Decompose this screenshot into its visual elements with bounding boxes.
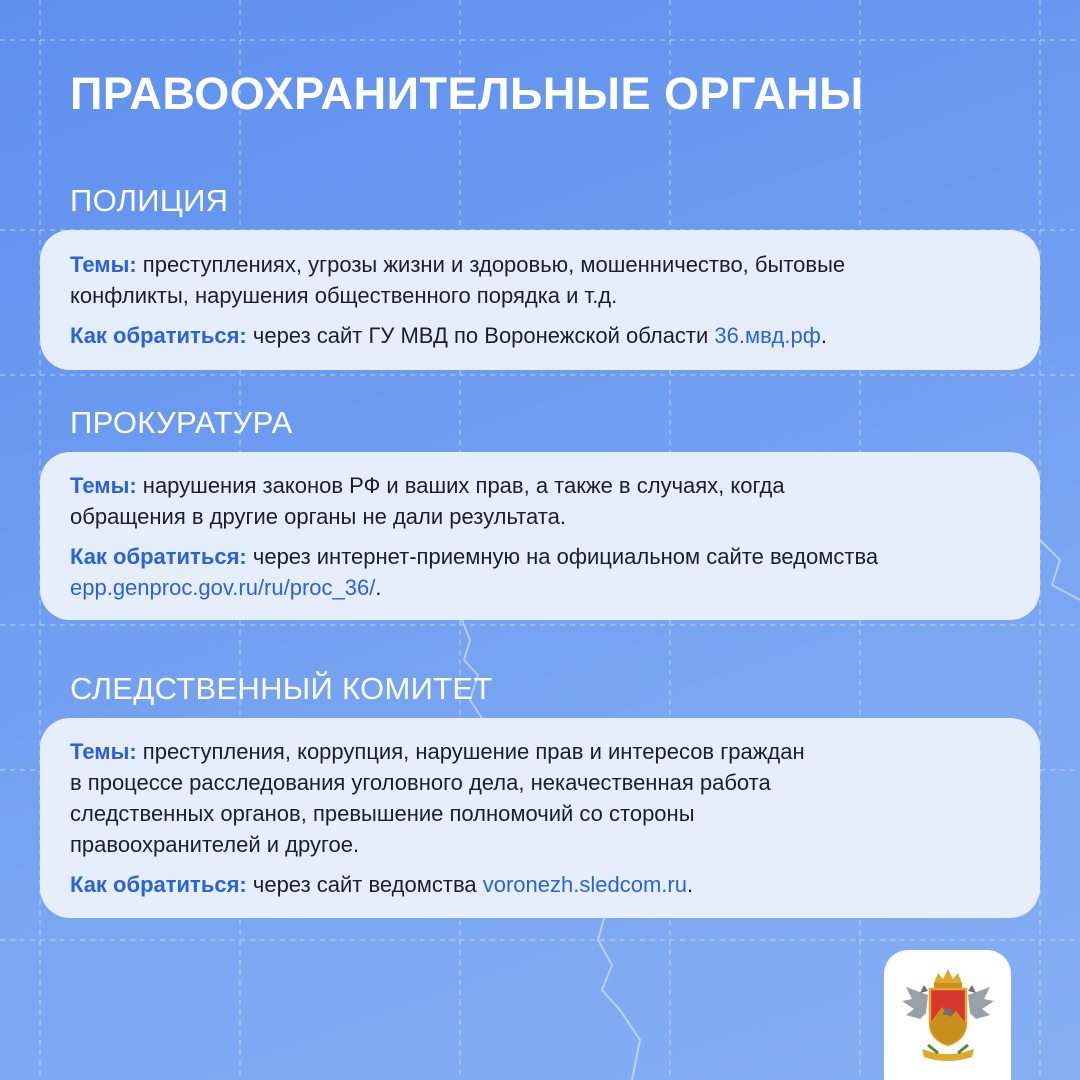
topics-label: Темы: [70,252,137,277]
topics-text: нарушения законов РФ и ваших прав, а также в случаях, когда [136,472,785,498]
contact-label: Как обратиться: [70,872,247,897]
contact-end: . [375,574,382,600]
contact-row [70,320,1010,351]
info-card-prosecutor [40,452,1040,620]
voronezh-coat-of-arms-icon [898,965,998,1065]
contact-end: . [820,323,827,348]
contact-text: через сайт ГУ МВД по Воронежской области [246,323,715,348]
contact-row [70,541,1010,603]
section-heading-prosecutor: ПРОКУРАТУРА [70,405,293,440]
topics-text: конфликты, нарушения общественного порядка и т.д. [70,283,618,308]
website-link-prosecutor[interactable]: epp.genproc.gov.ru/ru/proc_36/ [70,574,376,600]
section-heading-investigative-committee: СЛЕДСТВЕННЫЙ КОМИТЕТ [70,671,493,706]
topics-label: Темы: [70,739,137,764]
contact-end: . [686,872,694,897]
topics-row [70,736,1010,860]
topics-text: преступления, коррупция, нарушение прав и интересов граждан [136,739,805,764]
topics-text: следственных органов, превышение полномочий со стороны [70,801,695,826]
topics-label: Темы: [70,472,137,498]
emblem-badge [884,950,1011,1080]
contact-label: Как обратиться: [70,323,247,348]
website-link-police[interactable]: 36.мвд.рф [714,323,821,348]
contact-text: через сайт ведомства [246,872,483,897]
section-heading-police: ПОЛИЦИЯ [70,183,229,218]
topics-text: в процессе расследования уголовного дела, некачественная работа [70,770,771,795]
website-link-investigative-committee[interactable]: voronezh.sledcom.ru [482,872,687,897]
topics-text: преступлениях, угрозы жизни и здоровью, мошенничество, бытовые [136,252,846,277]
info-card-investigative-committee [40,718,1040,918]
info-card-police [40,230,1040,370]
topics-text: правоохранителей и другое. [70,832,360,857]
topics-row [70,249,1010,311]
contact-label: Как обратиться: [70,543,247,569]
topics-text: обращения в другие органы не дали результата. [70,503,566,529]
topics-row [70,470,1010,532]
page-title: ПРАВООХРАНИТЕЛЬНЫЕ ОРГАНЫ [70,68,864,119]
contact-text: через интернет-приемную на официальном сайте ведомства [246,543,879,569]
contact-row [70,869,1010,900]
